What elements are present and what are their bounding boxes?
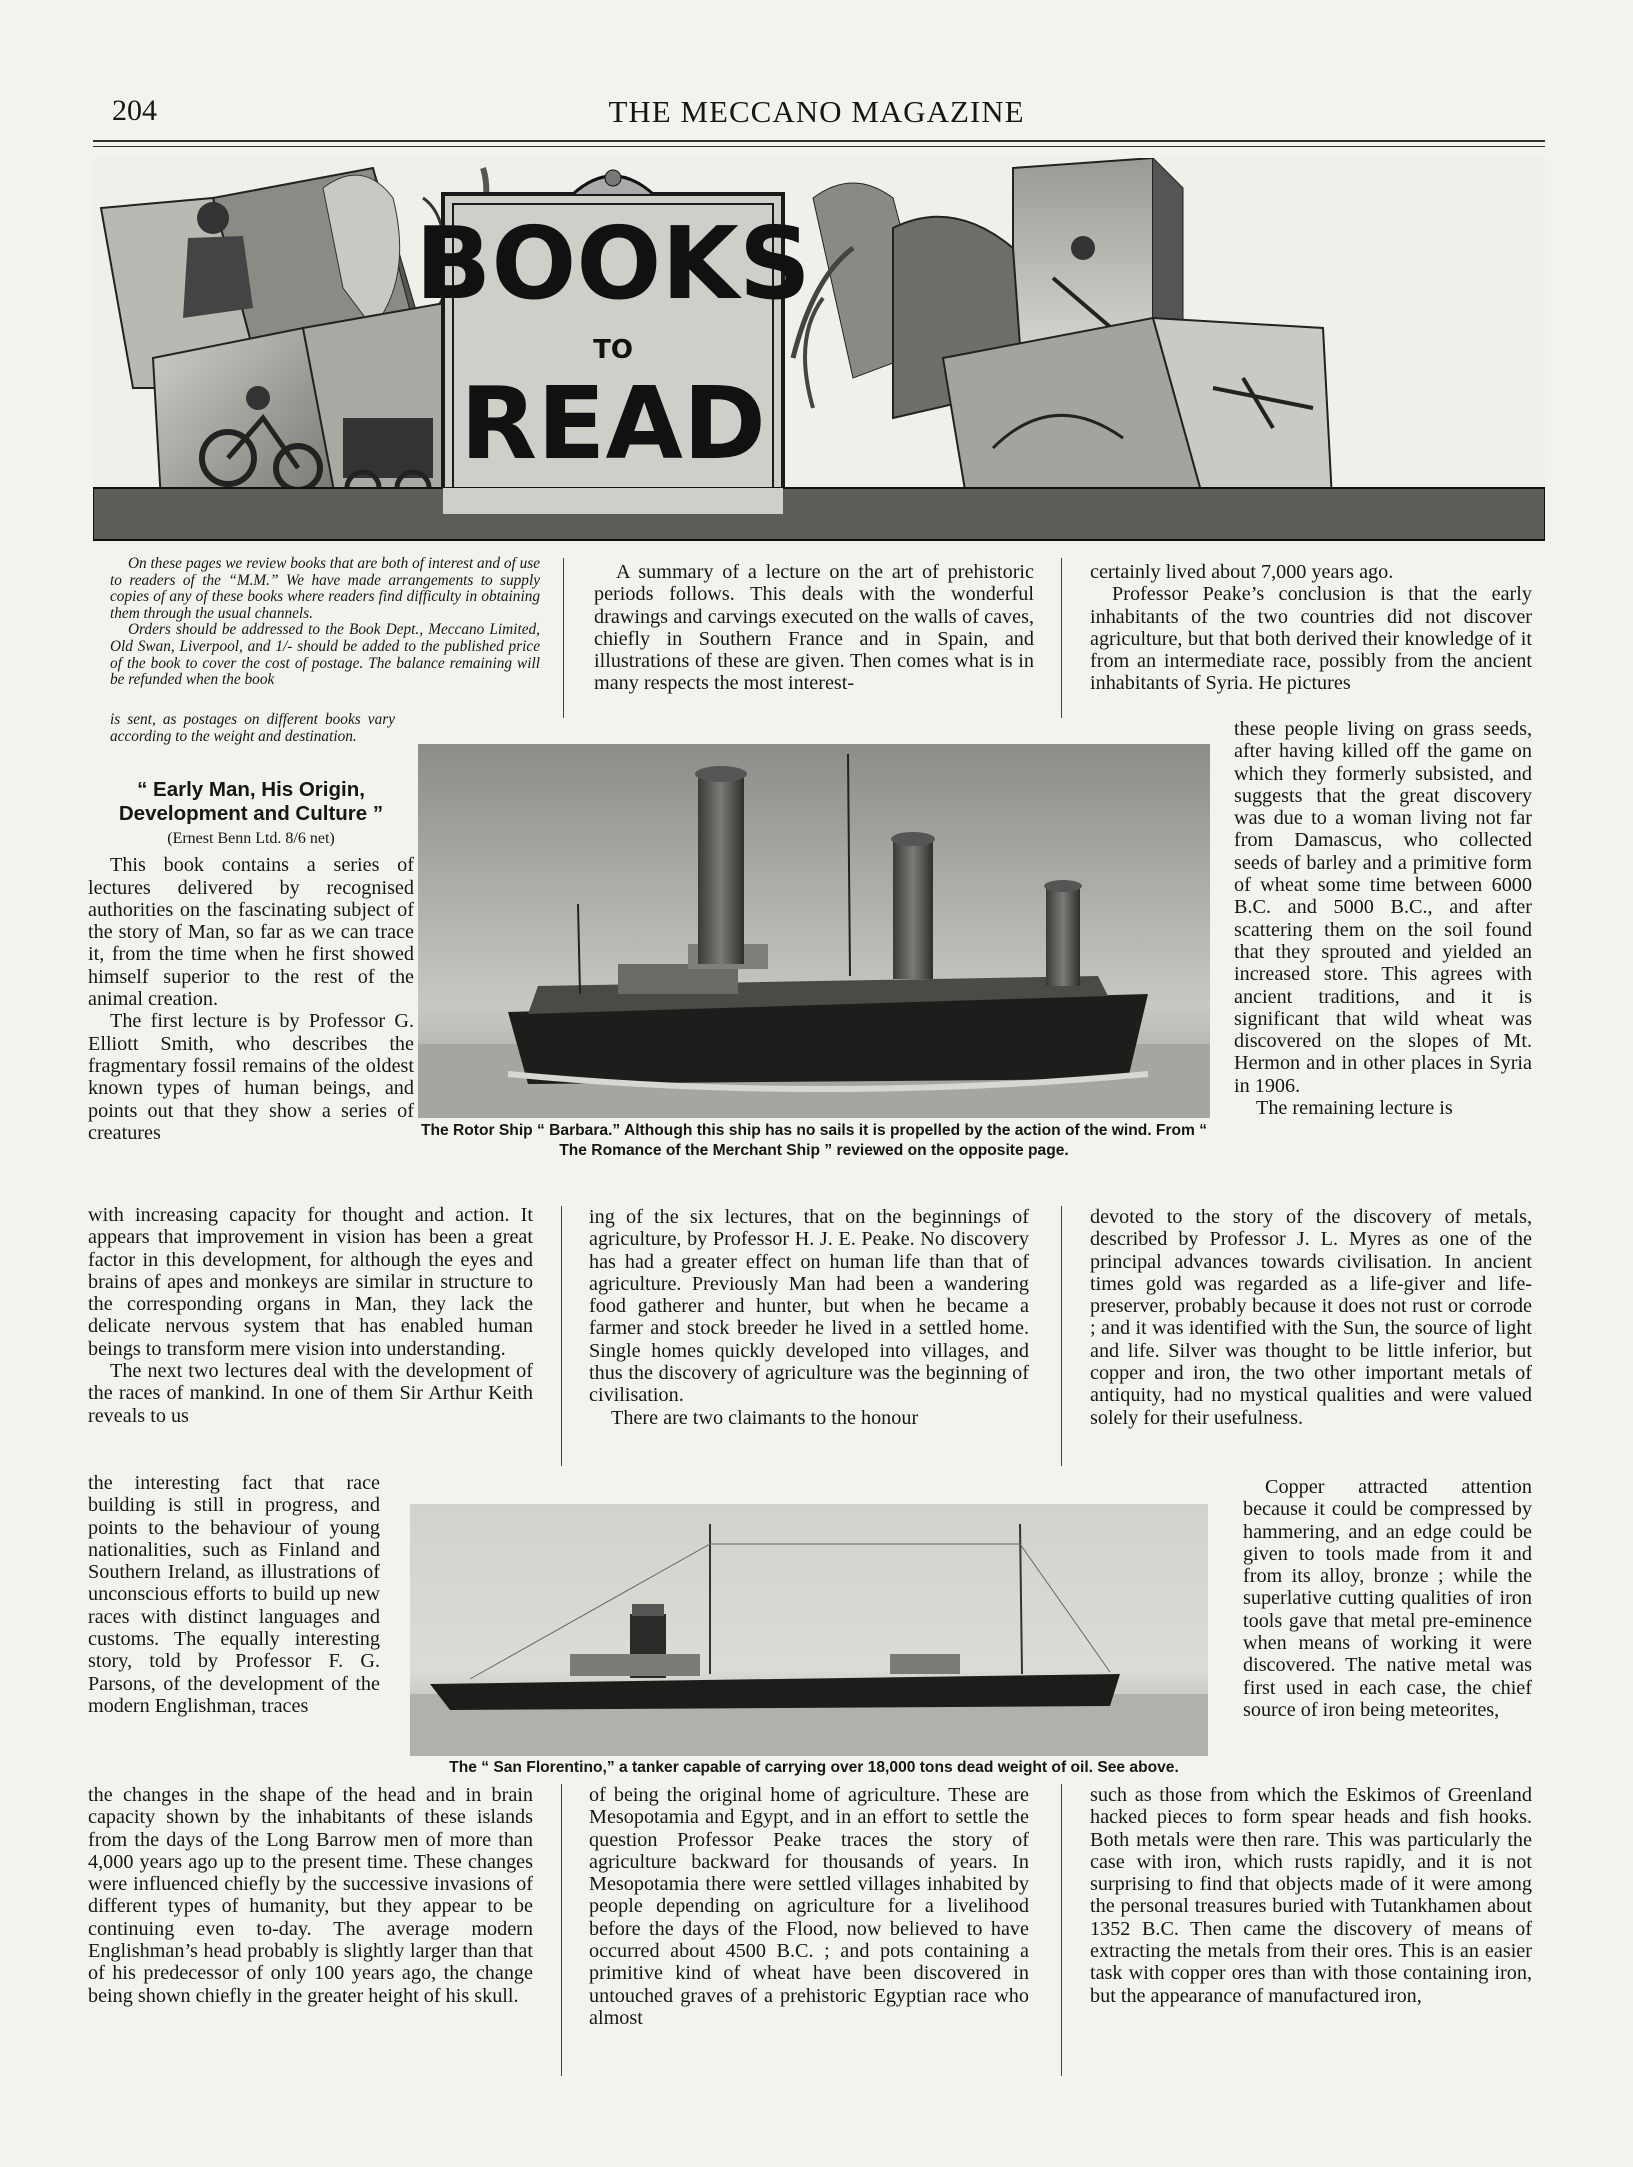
column-rule — [561, 1206, 562, 1466]
column-3-paragraph: Copper attracted attention because it could be compressed by hammering, and an edge could be given to tools made from it and from its alloy, bronze ; while the superlative cutting qualities of iron tools gave that metal pre-eminence when means of working it were discovered. The native metal was first used in each case, the chief source of iron being meteorites, — [1243, 1476, 1532, 1721]
column-3-paragraph: devoted to the story of the discovery of metals, described by Professor J. L. Myres as one of the principal advances towards civilisation. In ancient times gold was regarded as a life-giver and life-preserver, probably because it does not rust or corrode ; and it was identified with the Sun, the source of light and life. Silver was thought to be little inferior, but copper and iron, the two other important metals of antiquity, had no mystical qualities and were valued solely for their usefulness. — [1090, 1206, 1532, 1429]
column-3-narrow-lower — [1243, 1476, 1532, 1721]
tanker-photo — [410, 1504, 1208, 1756]
banner-illustration — [93, 158, 1545, 544]
column-rule — [561, 1784, 562, 2076]
books-to-read-banner — [93, 158, 1545, 544]
column-3-paragraph: certainly lived about 7,000 years ago. — [1090, 561, 1394, 583]
page-number: 204 — [112, 94, 157, 127]
column-2-paragraph: There are two claimants to the honour — [611, 1406, 919, 1429]
column-1-middle — [88, 1204, 533, 1427]
column-3-narrow-upper — [1234, 718, 1532, 1119]
column-2-paragraph: A summary of a lecture on the art of prehistoric periods follows. This deals with the wonderful drawings and carvings executed on the walls of caves, chiefly in Southern France and in Spain, and illustrations of these are given. Then comes what is in many respects the most interest- — [594, 561, 1034, 695]
book-publisher: (Ernest Benn Ltd. 8/6 net) — [167, 830, 335, 847]
banner-title-read: READ — [460, 365, 766, 482]
column-1-narrow — [88, 1472, 380, 1717]
column-1-paragraph: the interesting fact that race building is still in progress, and points to the behaviour of young nationalities, such as Finland and Southern Ireland, as illustrations of unconscious efforts to build up new races with distinct languages and customs. The equally interesting story, told by Professor F. G. Parsons, of the development of the modern Englishman, traces — [88, 1472, 380, 1717]
column-1-upper — [88, 770, 414, 1144]
intro-notice — [110, 556, 540, 689]
column-1-paragraph: the changes in the shape of the head and in brain capacity shown by the inhabitants of these islands from the days of the Long Barrow men of more than 4,000 years ago up to the present time. These changes were influenced chiefly by the successive invasions of different types of humanity, but they appear to be continuing even to-day. The average modern Englishman’s head probably is slightly larger than that of his predecessor of only 100 years ago, the change being shown chiefly in the greater height of his skull. — [88, 1784, 533, 2007]
column-2-paragraph: ing of the six lectures, that on the beginnings of agriculture, by Professor H. J. E. Peake. No discovery has had a greater effect on human life than that of agriculture. Previously Man had been a wandering food gatherer and hunter, but when he became a farmer and stock breeder he lived in a settled home. Single homes quickly developed into villages, and thus the discovery of agriculture was the beginning of civilisation. — [589, 1206, 1029, 1407]
column-3-paragraph: these people living on grass seeds, after having killed off the game on which they formerly subsisted, and suggests that the great discovery was due to a woman living not far from Damascus, who collected seeds of barley and a primitive form of wheat some time between 6000 B.C. and 5000 B.C., and after scattering them on the soil found that they sprouted and yielded an increased store. This agrees with ancient traditions, and it is significant that wild wheat was discovered on the slopes of Mt. Hermon and in other places in Syria in 1906. — [1234, 718, 1532, 1097]
tanker-image — [410, 1504, 1208, 1756]
column-3-paragraph: The remaining lecture is — [1256, 1097, 1453, 1120]
intro-orders-paragraph: Orders should be addressed to the Book Dept., Meccano Limited, Old Swan, Liverpool, and 1/- should be added to the published price of the book to cover the cost of postage. The balance remaining will be refunded when the book — [110, 621, 540, 689]
column-2-paragraph: of being the original home of agriculture. These are Mesopotamia and Egypt, and in an effort to settle the question Professor Peake traces the story of agriculture backward for thousands of years. In Mesopotamia there were settled villages inhabited by people depending on agriculture for a livelihood before the days of the Flood, now believed to have occurred about 4500 B.C. ; and pots containing a primitive kind of wheat have been discovered in untouched graves of a prehistoric Egyptian race who almost — [589, 1784, 1029, 2029]
intro-paragraph: On these pages we review books that are both of interest and of use to readers of the “M.M.” We have made arrangements to supply copies of any of these books where readers find difficulty in obtaining them through the usual channels. — [110, 555, 540, 622]
column-3-middle — [1090, 1206, 1532, 1429]
column-2-middle — [589, 1206, 1029, 1429]
column-2-upper — [594, 561, 1034, 695]
column-rule — [1061, 558, 1062, 718]
tanker-caption: The “ San Florentino,” a tanker capable of carrying over 18,000 tons dead weight of oil. See above. — [449, 1759, 1179, 1776]
magazine-title: THE MECCANO MAGAZINE — [608, 94, 1025, 129]
column-rule — [1061, 1784, 1062, 2076]
banner-title-books: BOOKS — [415, 205, 811, 322]
column-1-paragraph: with increasing capacity for thought and action. It appears that improvement in vision has been a great factor in this development, for although the eyes and brains of apes and monkeys are similar in structure to the corresponding organs in Man, they lack the delicate nervous system that has enabled human beings to transform mere vision into understanding. — [88, 1204, 533, 1360]
column-1-paragraph: The first lecture is by Professor G. Elliott Smith, who describes the fragmentary fossil remains of the oldest known types of human beings, and points out that they show a series of creatures — [88, 1010, 414, 1144]
column-3-paragraph: Professor Peake’s conclusion is that the early inhabitants of the two countries did not discover agriculture, but that both derived their knowledge of it from an intermediate race, possibly from the ancient inhabitants of Syria. He pictures — [1090, 583, 1532, 695]
header-rule-top — [93, 140, 1545, 142]
column-3-paragraph: such as those from which the Eskimos of Greenland hacked pieces to form spear heads and fish hooks. Both metals were then rare. This was particularly the case with iron, which rusts rapidly, and it is not surprising to find that objects made of it were among the personal treasures buried with Tutankhamen about 1352 B.C. Then came the discovery of means of extracting the metals from their ores. This is an easier task with copper ores than with those containing iron, but the appearance of manufactured iron, — [1090, 1784, 1532, 2007]
column-1-paragraph: The next two lectures deal with the development of the races of mankind. In one of them Sir Arthur Keith reveals to us — [88, 1360, 533, 1427]
rotor-ship-image — [418, 744, 1210, 1118]
column-rule — [1061, 1206, 1062, 1466]
intro-notice-continued — [110, 712, 395, 745]
rotor-ship-photo — [418, 744, 1210, 1118]
column-rule — [563, 558, 564, 718]
column-1-paragraph: This book contains a series of lectures delivered by recognised authorities on the fascinating subject of the story of Man, so far as we can trace it, from the time when he first showed himself superior to the rest of the animal creation. — [88, 854, 414, 1011]
column-1-lower — [88, 1784, 533, 2007]
book-title: “ Early Man, His Origin, Development and Culture ” — [118, 778, 384, 825]
title-panel — [415, 170, 811, 529]
banner-title-to: TO — [593, 335, 633, 365]
intro-orders-continued: is sent, as postages on different books vary according to the weight and destination. — [110, 711, 395, 745]
header-rule-bottom — [93, 146, 1545, 147]
column-2-lower — [589, 1784, 1029, 2029]
rotor-ship-caption: The Rotor Ship “ Barbara.” Although this ship has no sails it is propelled by the action of the wind. From “ The Romance of the Merchant Ship ” reviewed on the opposite page. — [420, 1122, 1208, 1159]
column-3-upper — [1090, 561, 1532, 695]
column-3-lower — [1090, 1784, 1532, 2007]
